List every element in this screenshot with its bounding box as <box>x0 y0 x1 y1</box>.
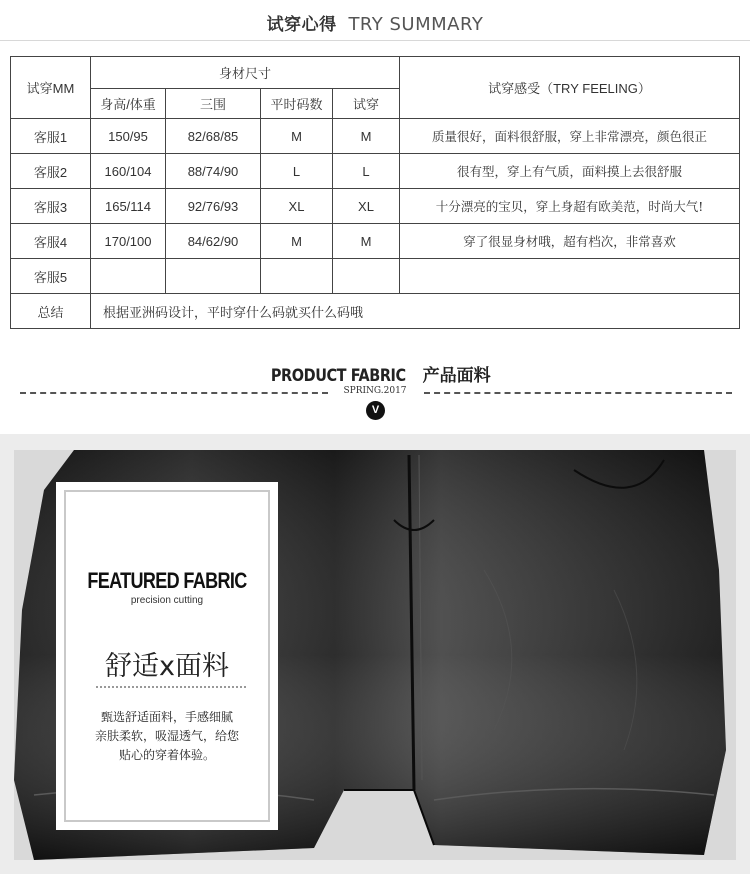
cell-feeling <box>400 259 740 294</box>
cell-usual-size: L <box>261 154 333 189</box>
cell-height-weight: 150/95 <box>91 119 166 154</box>
spring-subtitle: SPRING.2017 <box>343 386 407 396</box>
cell-tried-size: XL <box>333 189 400 224</box>
cell-tried-size: L <box>333 154 400 189</box>
cell-height-weight: 170/100 <box>91 224 166 259</box>
cell-measurements: 88/74/90 <box>166 154 261 189</box>
table-summary-row <box>11 294 740 329</box>
cell-measurements: 82/68/85 <box>166 119 261 154</box>
try-summary-title-zh: 试穿心得 <box>266 15 337 35</box>
fabric-desc-line: 贴心的穿着体验。 <box>118 748 215 762</box>
try-summary-title-en: TRY SUMMARY <box>348 14 484 35</box>
title-divider <box>0 40 750 41</box>
summary-label: 总结 <box>11 294 91 329</box>
header-measurements: 三围 <box>166 89 261 119</box>
product-fabric-title <box>0 361 750 386</box>
cell-usual-size: M <box>261 119 333 154</box>
header-height-weight: 身高/体重 <box>91 89 166 119</box>
cell-model: 客服3 <box>11 189 91 224</box>
cell-tried-size: M <box>333 224 400 259</box>
try-summary-title <box>0 10 750 36</box>
comfort-fabric-title: 舒适x面料 <box>105 651 229 682</box>
size-summary-table <box>10 56 740 329</box>
table-row <box>11 189 740 224</box>
cell-feeling: 质量很好，面料很舒服，穿上非常漂亮，颜色很正 <box>400 119 740 154</box>
product-fabric-title-zh: 产品面料 <box>422 366 491 386</box>
cell-feeling: 很有型，穿上有气质，面料摸上去很舒服 <box>400 154 740 189</box>
cell-height-weight <box>91 259 166 294</box>
fabric-desc-line: 甄选舒适面料，手感细腻 <box>100 710 233 724</box>
header-size-group: 身材尺寸 <box>91 57 400 89</box>
cell-model: 客服1 <box>11 119 91 154</box>
cell-measurements: 92/76/93 <box>166 189 261 224</box>
fabric-desc-line: 亲肤柔软，吸湿透气，给您 <box>94 729 239 743</box>
cell-height-weight: 165/114 <box>91 189 166 224</box>
cell-tried-size: M <box>333 119 400 154</box>
cell-measurements <box>166 259 261 294</box>
summary-text: 根据亚洲码设计，平时穿什么码就买什么码哦 <box>91 294 740 329</box>
header-feeling: 试穿感受（TRY FEELING） <box>400 57 740 119</box>
cell-measurements: 84/62/90 <box>166 224 261 259</box>
cell-tried-size <box>333 259 400 294</box>
table-row <box>11 259 740 294</box>
header-model: 试穿MM <box>11 57 91 119</box>
precision-cutting-subtitle: precision cutting <box>130 595 204 606</box>
table-header-row <box>11 57 740 89</box>
cell-height-weight: 160/104 <box>91 154 166 189</box>
cell-feeling: 穿了很显身材哦，超有档次，非常喜欢 <box>400 224 740 259</box>
cell-model: 客服2 <box>11 154 91 189</box>
fabric-description <box>60 708 274 765</box>
header-usual-size: 平时码数 <box>261 89 333 119</box>
table-row <box>11 154 740 189</box>
table-row <box>11 119 740 154</box>
header-tried-size: 试穿 <box>333 89 400 119</box>
v-badge-icon: V <box>366 401 385 420</box>
cell-usual-size <box>261 259 333 294</box>
cell-feeling: 十分漂亮的宝贝，穿上身超有欧美范，时尚大气! <box>400 189 740 224</box>
table-row <box>11 224 740 259</box>
featured-fabric-title: FEATURED FABRIC <box>87 568 247 593</box>
dotted-divider <box>96 686 246 688</box>
product-fabric-title-en: PRODUCT FABRIC <box>271 366 407 386</box>
cell-usual-size: M <box>261 224 333 259</box>
cell-usual-size: XL <box>261 189 333 224</box>
cell-model: 客服4 <box>11 224 91 259</box>
cell-model: 客服5 <box>11 259 91 294</box>
